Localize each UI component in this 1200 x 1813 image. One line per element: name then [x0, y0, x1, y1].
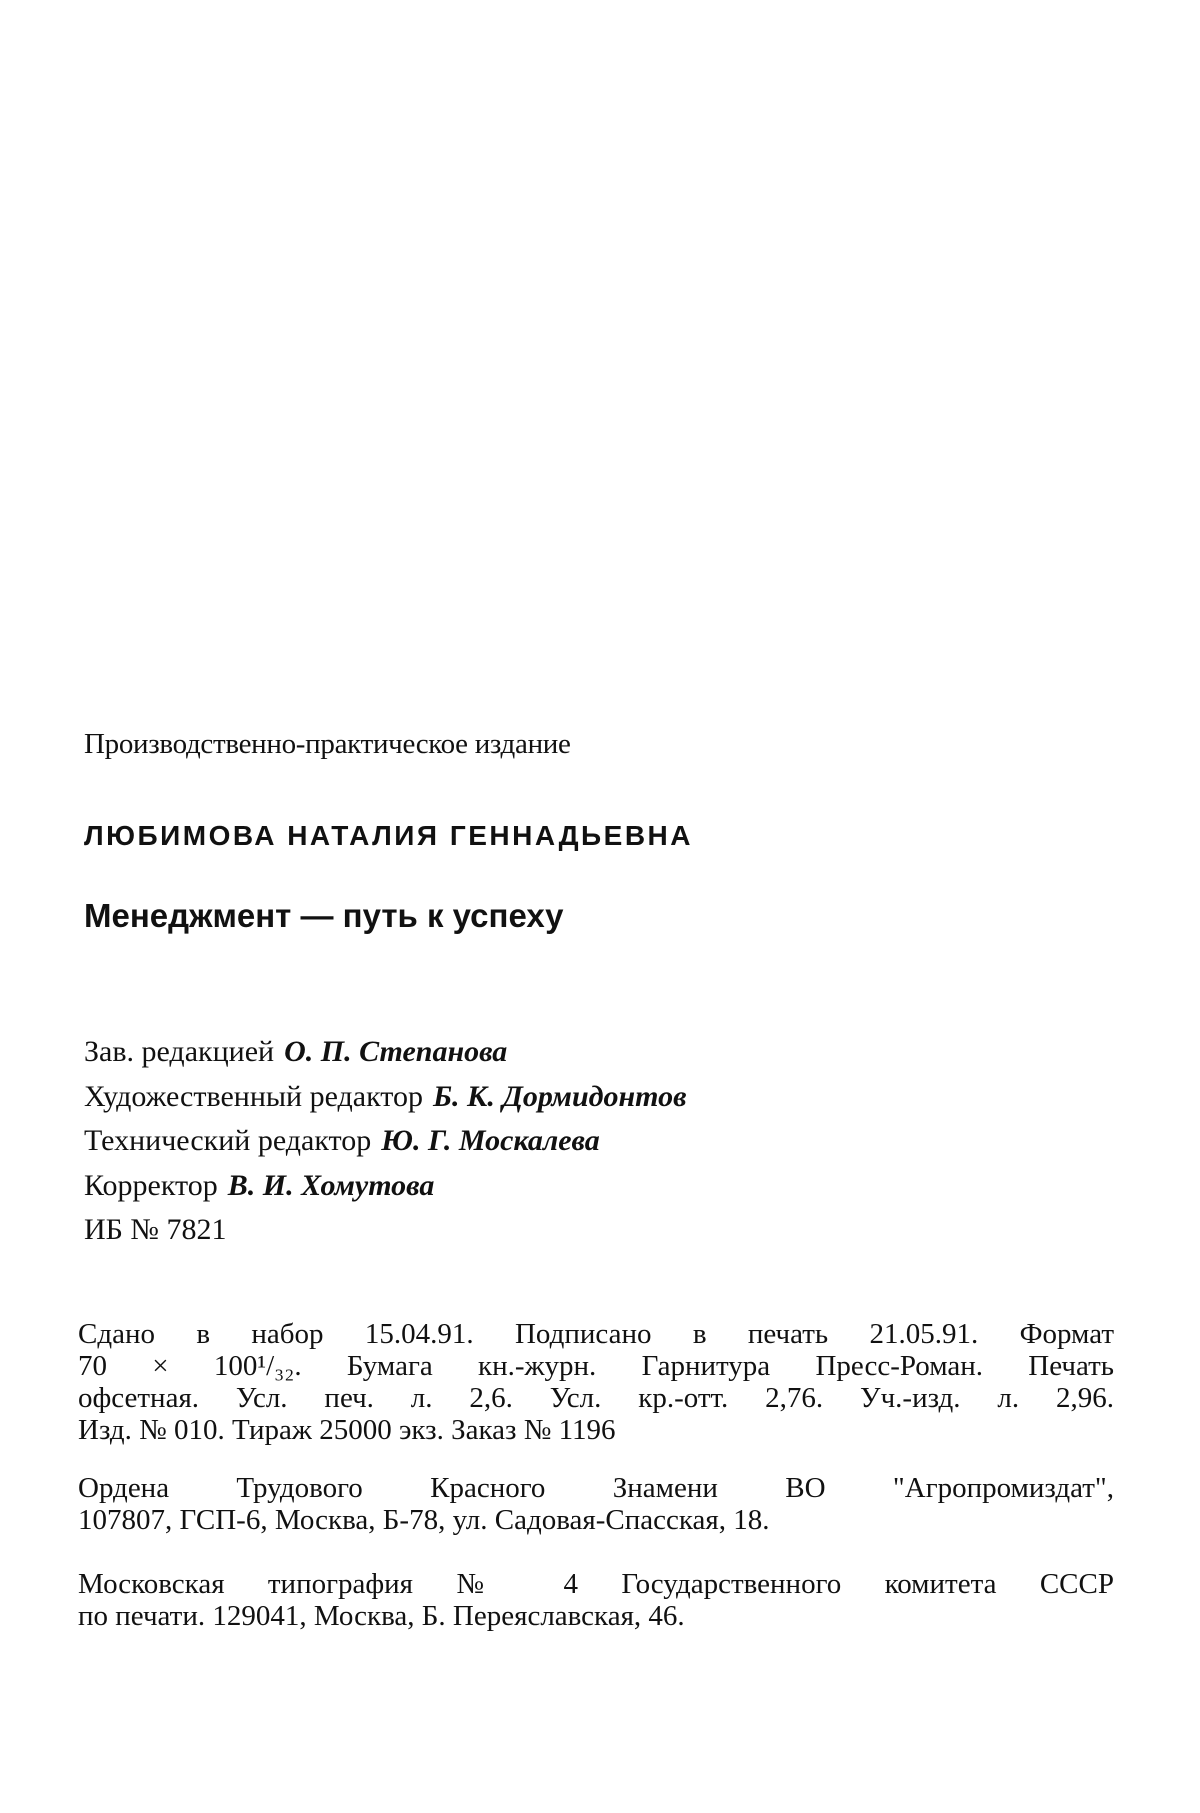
book-title: Менеджмент — путь к успеху — [84, 897, 564, 934]
staff-row-art-editor — [84, 1075, 687, 1120]
staff-row-editor-in-chief — [84, 1030, 687, 1075]
editorial-staff — [84, 1030, 687, 1253]
staff-name: Б. К. Дормидонтов — [433, 1079, 687, 1113]
print-details-line: Сдано в набор 15.04.91. Подписано в печать 21.05.91. Формат — [78, 1318, 1114, 1350]
ib-number: ИБ № 7821 — [84, 1213, 227, 1246]
staff-row-proofreader — [84, 1164, 687, 1209]
print-details — [78, 1318, 1114, 1446]
staff-role: Зав. редакцией — [84, 1035, 275, 1068]
print-details-line: Изд. № 010. Тираж 25000 экз. Заказ № 1196 — [78, 1414, 616, 1446]
print-details-line: офсетная. Усл. печ. л. 2,6. Усл. кр.-отт. 2,76. Уч.-изд. л. 2,96. — [78, 1382, 1114, 1414]
staff-role: Технический редактор — [84, 1124, 372, 1157]
publisher-info — [78, 1472, 1114, 1536]
staff-name: О. П. Степанова — [284, 1035, 508, 1068]
staff-row-technical-editor — [84, 1119, 687, 1164]
printing-house-info — [78, 1568, 1114, 1632]
publisher-line: Ордена Трудового Красного Знамени ВО "Агропромиздат", — [78, 1472, 1114, 1504]
staff-name: В. И. Хомутова — [227, 1168, 435, 1202]
author-name: ЛЮБИМОВА НАТАЛИЯ ГЕННАДЬЕВНА — [84, 820, 693, 851]
printing-house-line: Московская типография № 4 Государственного комитета СССР — [78, 1568, 1114, 1600]
printing-house-line: по печати. 129041, Москва, Б. Переяславская, 46. — [78, 1600, 685, 1632]
staff-role: Художественный редактор — [84, 1079, 423, 1113]
print-details-line: 70 × 100¹/₃₂. Бумага кн.-журн. Гарнитура Пресс-Роман. Печать — [78, 1350, 1114, 1382]
edition-type: Производственно-практическое издание — [84, 728, 571, 760]
publisher-line: 107807, ГСП-6, Москва, Б-78, ул. Садовая-Спасская, 18. — [78, 1504, 770, 1536]
staff-name: Ю. Г. Москалева — [381, 1124, 600, 1157]
staff-role: Корректор — [84, 1168, 218, 1202]
